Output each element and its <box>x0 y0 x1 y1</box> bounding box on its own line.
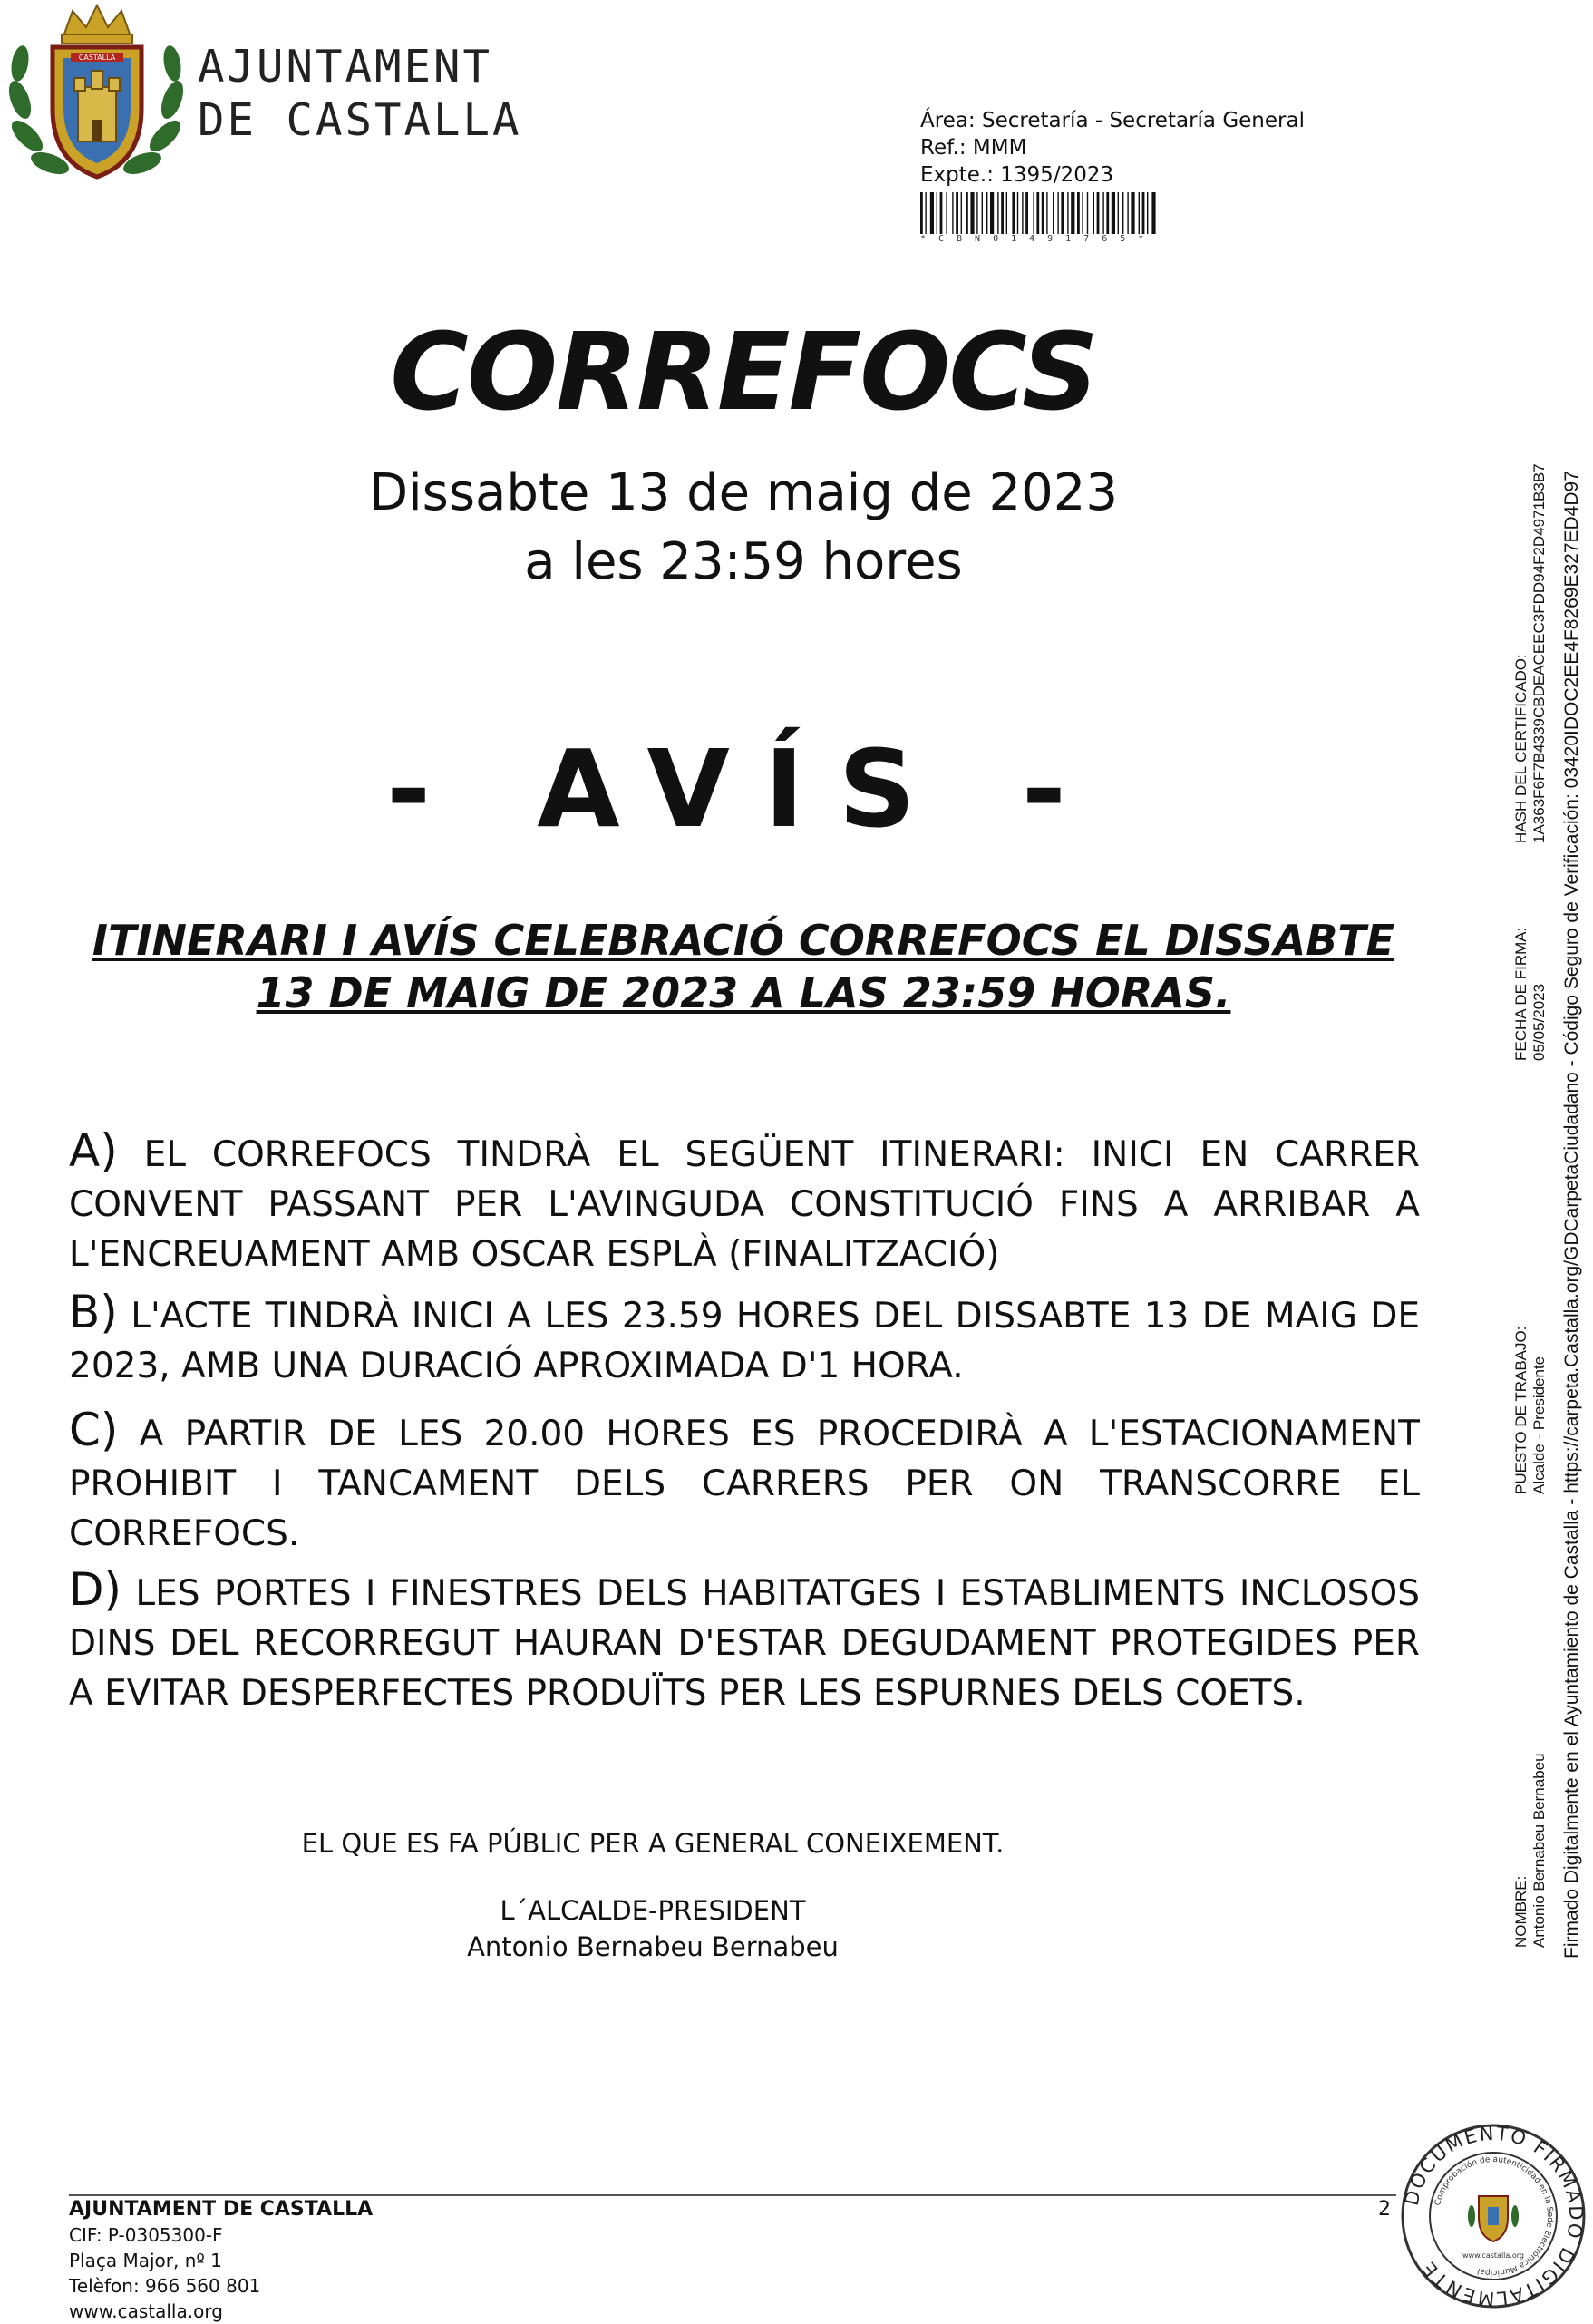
barcode-bar <box>940 192 943 234</box>
barcode-bar <box>986 192 987 234</box>
signature-nombre <box>1512 1753 1549 1948</box>
barcode-bar <box>925 192 926 234</box>
barcode-bar <box>1001 192 1004 234</box>
paragraph-a <box>69 1126 1420 1279</box>
notice-subtitle-line2: 13 DE MAIG DE 2023 A LAS 23:59 HORAS. <box>256 968 1231 1017</box>
footer-divider <box>69 2194 1396 2196</box>
barcode-bar <box>946 192 947 234</box>
barcode-bar <box>930 192 934 234</box>
barcode-bar <box>1071 192 1074 234</box>
nombre-label: NOMBRE: <box>1512 1875 1530 1948</box>
organization-name-line1: AJUNTAMENT <box>198 41 493 92</box>
footer-web: www.castalla.org <box>69 2300 223 2322</box>
barcode-bar <box>966 192 968 234</box>
barcode-bar <box>1106 192 1109 234</box>
barcode-bar <box>1118 192 1119 234</box>
barcode-bar <box>1112 192 1115 234</box>
barcode-bar <box>1082 192 1083 234</box>
puesto-label: PUESTO DE TRABAJO: <box>1512 1326 1530 1494</box>
paragraph-text: LES PORTES I FINESTRES DELS HABITATGES I ESTABLIMENTS INCLOSOS DINS DEL RECORREGUT HAURAN D'ESTAR DEGUDAMENT PROTEGIDES PER A EVITAR DESPERFECTES PRODUÏTS PER LES ESPURNES DELS COETS. <box>69 1573 1421 1714</box>
footer-cif: CIF: P-0305300-F <box>69 2224 223 2246</box>
barcode-digits: *CBN01491765* <box>920 234 1157 244</box>
barcode-bar <box>1087 192 1088 234</box>
notice-subtitle-line1: ITINERARI I AVÍS CELEBRACIÓ CORREFOCS EL DISSABTE <box>92 916 1395 965</box>
signatory-name: Antonio Bernabeu Bernabeu <box>467 1931 839 1962</box>
barcode-bar <box>952 192 953 234</box>
barcode-bar <box>1042 192 1044 234</box>
paragraph-d <box>69 1565 1420 1718</box>
barcode-bar <box>956 192 958 234</box>
signature-puesto <box>1512 1327 1549 1494</box>
organization-name <box>198 40 522 147</box>
paragraph-b <box>69 1288 1420 1391</box>
event-time: a les 23:59 hores <box>524 532 963 591</box>
paragraph-letter: D) <box>69 1563 122 1616</box>
barcode-bar <box>1057 192 1058 234</box>
hash-value: 1A363F6F7B4339CBDEACEEC3FDD94F2D4971B3B7 <box>1530 463 1548 843</box>
castalla-crest-logo <box>0 0 195 195</box>
barcode-bar <box>1127 192 1128 234</box>
barcode-bar <box>1033 192 1034 234</box>
paragraph-letter: A) <box>69 1124 118 1177</box>
fecha-label: FECHA DE FIRMA: <box>1512 927 1530 1061</box>
document-title: CORREFOCS <box>390 309 1097 434</box>
seal-inner-text: Comprobación de autenticidad en la Sede Electrónica Municipal <box>1433 2154 1555 2278</box>
document-metadata <box>920 107 1305 189</box>
digital-signature-seal <box>1401 2124 1587 2309</box>
crest-label: CASTALLA <box>78 53 116 62</box>
notice-heading: - AVÍS - <box>386 726 1101 851</box>
event-date: Dissabte 13 de maig de 2023 <box>368 463 1119 522</box>
signature-fecha <box>1512 928 1549 1061</box>
barcode-bar <box>1025 192 1028 234</box>
barcode-bar <box>1022 192 1023 234</box>
fecha-value: 05/05/2023 <box>1530 983 1548 1061</box>
signatory-role: L´ALCALDE-PRESIDENT <box>500 1895 806 1926</box>
area-line: Área: Secretaría - Secretaría General <box>920 109 1305 132</box>
barcode-bar <box>1017 192 1018 234</box>
barcode-bar <box>982 192 983 234</box>
ref-line: Ref.: MMM <box>920 136 1027 160</box>
barcode-bar <box>990 192 994 234</box>
hash-label: HASH DEL CERTIFICADO: <box>1512 654 1530 843</box>
organization-name-line2: DE CASTALLA <box>198 94 522 146</box>
barcode-bar <box>1046 192 1047 234</box>
paragraph-text: A PARTIR DE LES 20.00 HORES ES PROCEDIRÀ A L'ESTACIONAMENT PROHIBIT I TANCAMENT DELS CARRERS PER ON TRANSCORRE EL CORREFOCS. <box>69 1414 1420 1554</box>
barcode-bar <box>961 192 962 234</box>
barcode-bar <box>997 192 998 234</box>
barcode-bar <box>970 192 974 234</box>
expte-line: Expte.: 1395/2023 <box>920 163 1114 187</box>
seal-outer-text: DOCUMENTO FIRMADO DIGITALMENTE <box>1401 2124 1587 2309</box>
barcode-bar <box>1093 192 1094 234</box>
barcode <box>920 192 1215 234</box>
barcode-bar <box>1036 192 1039 234</box>
signature-hash <box>1512 463 1549 843</box>
nombre-value: Antonio Bernabeu Bernabeu <box>1530 1753 1548 1948</box>
page-number: 2 <box>1378 2198 1391 2221</box>
puesto-value: Alcalde - Presidente <box>1530 1356 1548 1494</box>
barcode-bar <box>1131 192 1134 234</box>
notice-subtitle <box>63 914 1423 1019</box>
barcode-bar <box>1067 192 1068 234</box>
footer-org-name: AJUNTAMENT DE CASTALLA <box>69 2198 374 2221</box>
barcode-bar <box>1147 192 1148 234</box>
paragraph-letter: B) <box>69 1286 118 1338</box>
signature-verification: Firmado Digitalmente en el Ayuntamiento de Castalla - https://carpeta.Castalla.org/GDCarpetaCiudadano - Código Seguro de Verificación: 03420IDOC2EE4F8269E327ED4D97 <box>1561 471 1582 1959</box>
barcode-bar <box>1122 192 1123 234</box>
footer-contact <box>69 2197 373 2324</box>
barcode-bar <box>920 192 923 234</box>
paragraph-text: EL CORREFOCS TINDRÀ EL SEGÜENT ITINERARI: INICI EN CARRER CONVENT PASSANT PER L'AVINGUDA CONSTITUCIÓ FINS A ARRIBAR A L'ENCREUAMENT AMB OSCAR ESPLÀ (FINALITZACIÓ) <box>69 1134 1420 1275</box>
footer-phone: Telèfon: 966 560 801 <box>69 2275 261 2297</box>
closing-statement: EL QUE ES FA PÚBLIC PER A GENERAL CONEIXEMENT. <box>301 1828 1005 1859</box>
footer-address: Plaça Major, nº 1 <box>69 2250 222 2271</box>
paragraph-letter: C) <box>69 1404 119 1456</box>
barcode-bar <box>1102 192 1103 234</box>
barcode-bar <box>1012 192 1015 234</box>
barcode-bar <box>1061 192 1064 234</box>
barcode-bar <box>1053 192 1054 234</box>
barcode-bar <box>1097 192 1100 234</box>
barcode-bar <box>976 192 977 234</box>
paragraph-c <box>69 1405 1420 1559</box>
seal-url: www.castalla.org <box>1462 2251 1524 2260</box>
barcode-bar <box>1139 192 1140 234</box>
paragraph-text: L'ACTE TINDRÀ INICI A LES 23.59 HORES DEL DISSABTE 13 DE MAIG DE 2023, AMB UNA DURACIÓ APROXIMADA D'1 HORA. <box>69 1296 1420 1386</box>
barcode-bar <box>1006 192 1007 234</box>
barcode-bar <box>1077 192 1080 234</box>
barcode-bar <box>1151 192 1155 234</box>
barcode-bar <box>1142 192 1145 234</box>
